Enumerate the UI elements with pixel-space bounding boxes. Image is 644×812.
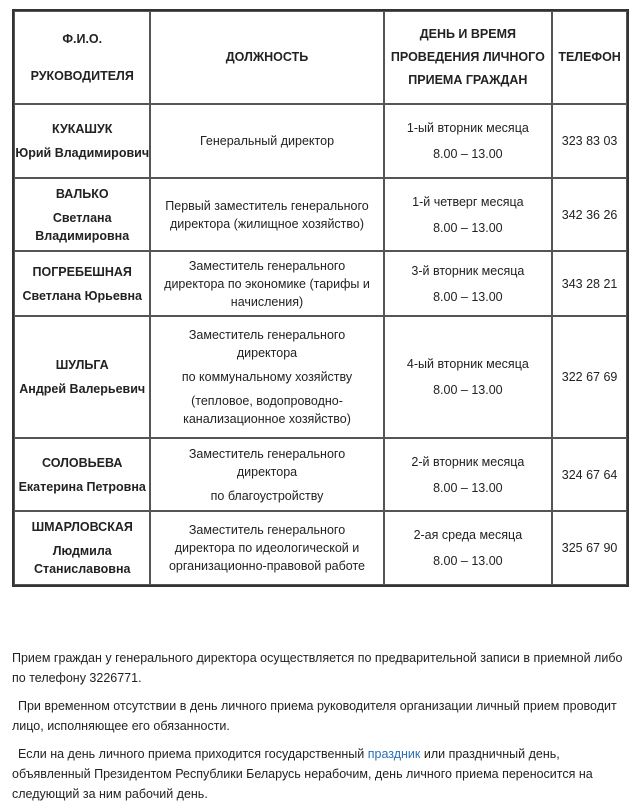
reception-hours: 8.00 – 13.00 <box>433 220 503 235</box>
person-surname: КУКАШУК <box>52 122 113 136</box>
person-given-name: Людмила Станиславовна <box>33 544 131 576</box>
person-name-cell <box>14 104 150 178</box>
header-position: ДОЛЖНОСТЬ <box>150 11 383 104</box>
phone-cell: 343 28 21 <box>552 251 627 316</box>
reception-hours: 8.00 – 13.00 <box>433 147 503 161</box>
table-row <box>14 178 627 251</box>
header-when-line2: ПРОВЕДЕНИЯ ЛИЧНОГО <box>390 50 545 64</box>
position-text: Первый заместитель генерального директора (жилищное хозяйство) <box>165 198 369 231</box>
reception-hours: 8.00 – 13.00 <box>433 383 503 397</box>
position-text: Генеральный директор <box>199 134 335 148</box>
position-text: Заместитель генерального директора по экономике (тарифы и начисления) <box>164 258 370 309</box>
notes-section <box>12 648 630 812</box>
header-when <box>384 11 553 104</box>
reception-time-cell <box>384 178 553 251</box>
note-holiday <box>12 744 630 804</box>
reception-time-cell <box>384 511 553 585</box>
person-surname: ШМАРЛОВСКАЯ <box>31 520 133 534</box>
holiday-link[interactable]: праздник <box>367 747 421 761</box>
reception-hours: 8.00 – 13.00 <box>433 480 503 495</box>
reception-time-cell <box>384 438 553 511</box>
person-surname: СОЛОВЬЕВА <box>42 455 123 470</box>
phone-cell: 342 36 26 <box>552 178 627 251</box>
position-text: Заместитель генерального директора <box>188 328 346 360</box>
person-name-cell <box>14 178 150 251</box>
position-cell <box>150 104 383 178</box>
person-given-name: Юрий Владимирович <box>15 146 150 160</box>
position-text: по коммунальному хозяйству <box>181 370 353 384</box>
header-name-line1: Ф.И.О. <box>62 31 103 46</box>
note-holiday-text-start: Если на день личного приема приходится государственный <box>18 747 368 761</box>
position-text: Заместитель генерального директора по идеологической и организационно-правовой работе <box>168 523 366 573</box>
person-surname: ШУЛЬГА <box>55 358 109 372</box>
person-surname: ВАЛЬКО <box>55 186 109 201</box>
reception-hours: 8.00 – 13.00 <box>433 289 503 304</box>
note-holiday-text-end: или праздничный день, объявленный Президентом Республики Беларусь нерабочим, день личного приема переносится на следующий за ним рабочий день. <box>12 747 593 801</box>
person-name-cell <box>14 251 150 316</box>
person-surname: ПОГРЕБЕШНАЯ <box>32 264 132 279</box>
position-cell <box>150 178 383 251</box>
person-name-cell <box>14 438 150 511</box>
reception-time-cell <box>384 316 553 438</box>
reception-day: 4-ый вторник месяца <box>406 357 529 371</box>
person-name-cell <box>14 316 150 438</box>
position-text: по благоустройству <box>210 488 324 503</box>
table-row <box>14 438 627 511</box>
phone-cell: 324 67 64 <box>552 438 627 511</box>
reception-day: 2-й вторник месяца <box>411 454 525 469</box>
phone-cell: 325 67 90 <box>552 511 627 585</box>
header-row <box>14 11 627 104</box>
position-cell <box>150 511 383 585</box>
position-text: (тепловое, водопроводно-канализационное хозяйство) <box>183 394 351 426</box>
position-cell <box>150 438 383 511</box>
position-cell <box>150 251 383 316</box>
header-phone: ТЕЛЕФОН <box>552 11 627 104</box>
phone-cell: 322 67 69 <box>552 316 627 438</box>
reception-time-cell <box>384 104 553 178</box>
person-given-name: Светлана Юрьевна <box>22 288 142 303</box>
reception-hours: 8.00 – 13.00 <box>433 554 503 568</box>
table-row <box>14 511 627 585</box>
phone-cell: 323 83 03 <box>552 104 627 178</box>
header-when-line3: ПРИЕМА ГРАЖДАН <box>408 73 528 87</box>
position-text: Заместитель генерального директора <box>188 446 346 479</box>
note-appointment: Прием граждан у генерального директора осуществляется по предварительной записи в приемной либо по телефону 3226771. <box>12 651 623 685</box>
reception-day: 3-й вторник месяца <box>411 263 525 278</box>
reception-day: 1-ый вторник месяца <box>406 121 529 135</box>
note-substitute: При временном отсутствии в день личного приема руководителя организации личный прием проводит лицо, исполняющее его обязанности. <box>12 699 617 733</box>
position-cell <box>150 316 383 438</box>
reception-schedule-table <box>12 9 629 587</box>
person-name-cell <box>14 511 150 585</box>
header-when-line1: ДЕНЬ И ВРЕМЯ <box>419 27 516 41</box>
reception-day: 2-ая среда месяца <box>413 528 523 542</box>
table-row <box>14 104 627 178</box>
table-row <box>14 251 627 316</box>
header-name-line2: РУКОВОДИТЕЛЯ <box>30 68 134 83</box>
header-name <box>14 11 150 104</box>
reception-time-cell <box>384 251 553 316</box>
table-row <box>14 316 627 438</box>
person-given-name: Андрей Валерьевич <box>19 382 146 396</box>
reception-day: 1-й четверг месяца <box>412 194 524 209</box>
person-given-name: Екатерина Петровна <box>18 479 146 494</box>
person-given-name: Светлана Владимировна <box>35 210 130 243</box>
